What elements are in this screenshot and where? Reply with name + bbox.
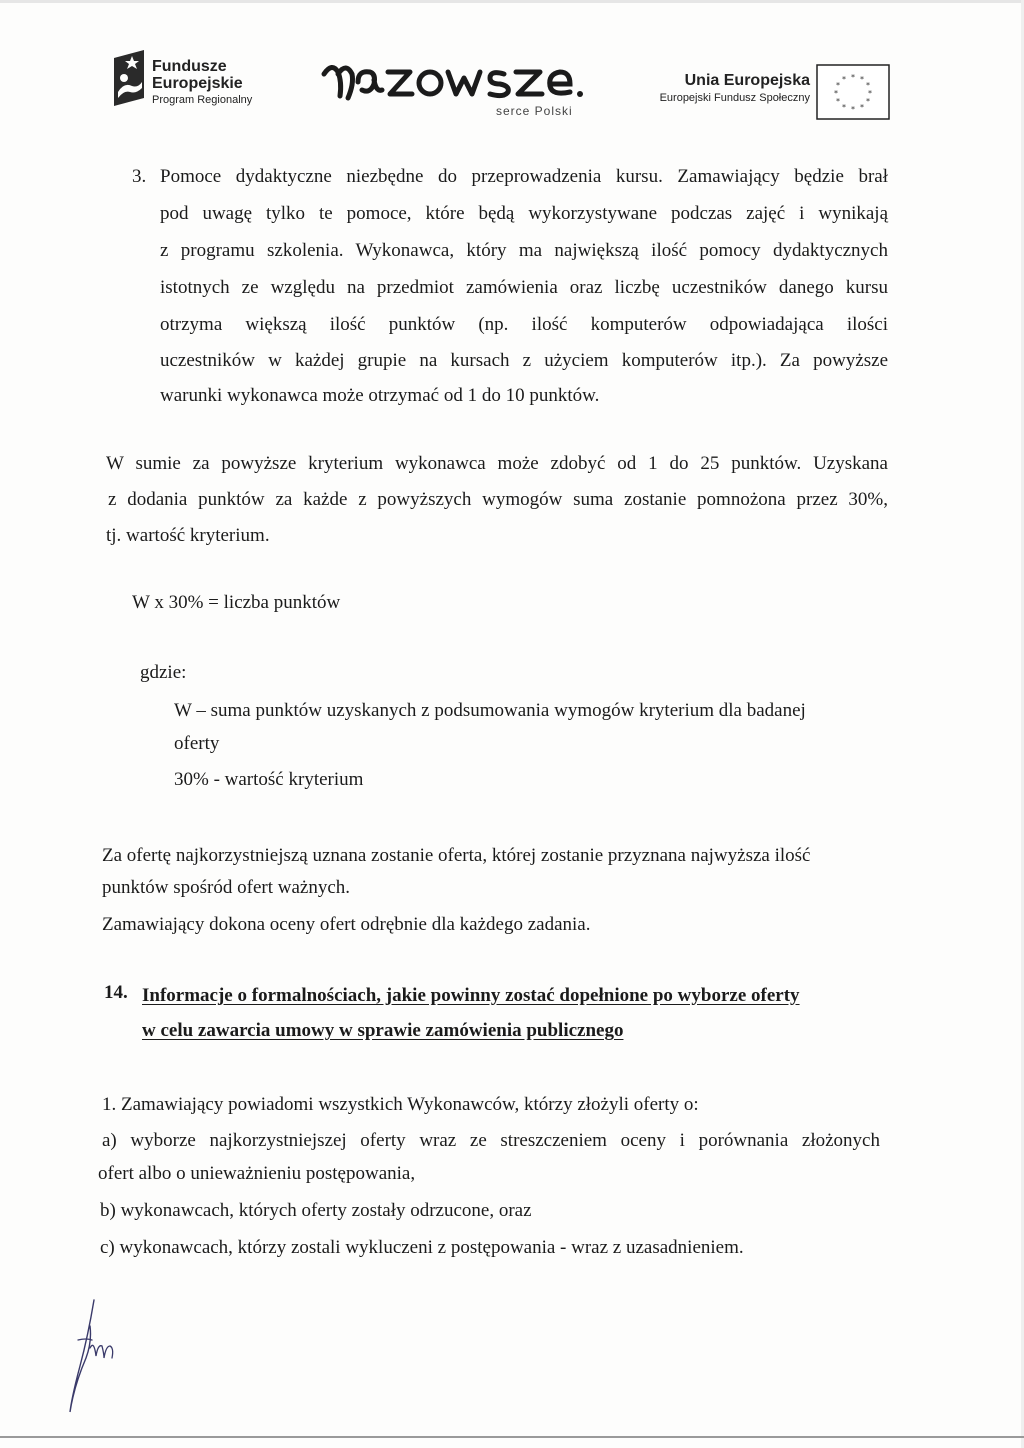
fundusze-europejskie-flag-icon	[110, 48, 148, 108]
ue-subtitle: Europejski Fundusz Społeczny	[659, 92, 810, 104]
point3-line-6: uczestników w każdej grupie na kursach z użyciem komputerów itp.). Za powyższe	[160, 350, 888, 371]
section14-number: 14.	[104, 982, 128, 1003]
summary-line-1: W sumie za powyższe kryterium wykonawca może zdobyć od 1 do 25 punktów. Uzyskana	[106, 453, 888, 474]
fundusze-line3: Program Regionalny	[152, 94, 253, 106]
section14-title-line-2	[142, 1020, 623, 1042]
notification-a-line-2: ofert albo o unieważnieniu postępowania,	[98, 1163, 416, 1184]
svg-text:*: *	[860, 75, 864, 84]
point3-line-5: otrzyma większą ilość punktów (np. ilość komputerów odpowiadająca ilości	[160, 314, 888, 335]
summary-line-3: tj. wartość kryterium.	[106, 525, 270, 546]
svg-text:*: *	[834, 89, 838, 98]
handwritten-signature	[60, 1296, 130, 1416]
where-w-line-2: oferty	[174, 733, 220, 754]
notification-b: b) wykonawcach, których oferty zostały odrzucone, oraz	[100, 1200, 532, 1221]
point3-line-1: Pomoce dydaktyczne niezbędne do przeprowadzenia kursu. Zamawiający będzie brał	[160, 166, 888, 187]
svg-text:*: *	[866, 81, 870, 90]
formula: W x 30% = liczba punktów	[132, 592, 341, 613]
point3-line-7: warunki wykonawca może otrzymać od 1 do 10 punktów.	[160, 385, 600, 406]
best-offer-line-3: Zamawiający dokona oceny ofert odrębnie dla każdego zadania.	[102, 914, 591, 935]
fundusze-europejskie-text	[152, 58, 252, 108]
section14-title-line-1	[142, 985, 800, 1007]
point3-line-2: pod uwagę tylko te pomoce, które będą wykorzystywane podczas zajęć i wynikają	[160, 203, 888, 224]
point3-line-3: z programu szkolenia. Wykonawca, który ma największą ilość pomocy dydaktycznych	[160, 240, 888, 261]
ue-title: Unia Europejska	[684, 72, 810, 89]
point3-number: 3.	[132, 166, 147, 187]
where-label: gdzie:	[140, 662, 187, 683]
notification-a-line-1: a) wyborze najkorzystniejszej oferty wraz ze streszczeniem oceny i porównania złożonych	[102, 1130, 880, 1151]
eu-flag-icon	[816, 64, 890, 120]
scan-edge-bottom	[0, 1436, 1024, 1438]
point3-line-4: istotnych ze względu na przedmiot zamówienia oraz liczbę uczestników danego kursu	[160, 277, 888, 298]
svg-text:*: *	[836, 97, 840, 106]
section14-title-text-1: Informacje o formalnościach, jakie powinny zostać dopełnione po wyborze oferty	[142, 985, 800, 1006]
where-pct-line: 30% - wartość kryterium	[174, 769, 364, 790]
section14-title-text-2: w celu zawarcia umowy w sprawie zamówienia publicznego	[142, 1020, 624, 1041]
svg-text:*: *	[868, 89, 872, 98]
mazowsze-subtitle: serce Polski	[496, 104, 573, 118]
mazowsze-logo	[318, 56, 588, 108]
notification-c: c) wykonawcach, którzy zostali wykluczeni z postępowania - wraz z uzasadnieniem.	[100, 1237, 744, 1258]
scan-edge-top	[0, 0, 1024, 3]
svg-text:*: *	[866, 97, 870, 106]
fundusze-line2: Europejskie	[152, 75, 243, 92]
svg-text:*: *	[842, 103, 846, 112]
summary-line-2: z dodania punktów za każde z powyższych wymogów suma zostanie pomnożona przez 30%,	[108, 489, 888, 510]
svg-text:*: *	[851, 73, 855, 82]
svg-text:*: *	[842, 75, 846, 84]
unia-europejska-text	[620, 71, 810, 106]
best-offer-line-2: punktów spośród ofert ważnych.	[102, 877, 351, 898]
svg-text:*: *	[836, 81, 840, 90]
where-w-line-1: W – suma punktów uzyskanych z podsumowania wymogów kryterium dla badanej	[174, 700, 806, 721]
notification-intro: 1. Zamawiający powiadomi wszystkich Wykonawców, którzy złożyli oferty o:	[102, 1094, 699, 1115]
svg-text:*: *	[860, 103, 864, 112]
best-offer-line-1: Za ofertę najkorzystniejszą uznana zostanie oferta, której zostanie przyznana najwyższa ilość	[102, 845, 811, 866]
fundusze-line1: Fundusze	[152, 58, 227, 75]
svg-text:*: *	[851, 105, 855, 114]
